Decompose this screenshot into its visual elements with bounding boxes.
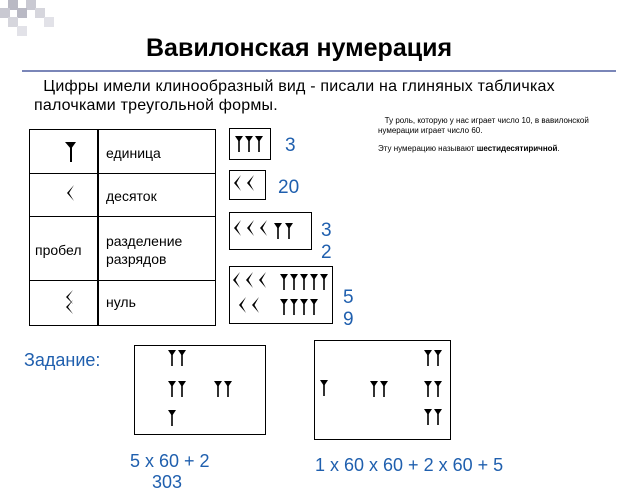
task-equation-2: 1 х 60 х 60 + 2 х 60 + 5 xyxy=(315,455,504,475)
legend-table xyxy=(29,129,216,326)
legend-label-ten: десяток xyxy=(106,188,157,204)
example-box-3 xyxy=(229,128,271,160)
example-box-20 xyxy=(229,170,266,200)
note-line-1: Ту роль, которую у нас играет число 10, в вавилонской нумерации играет число 60. xyxy=(378,116,589,135)
unit-wedge-icon xyxy=(64,142,78,164)
legend-label-zero: нуль xyxy=(106,294,136,310)
intro-text: Цифры имели клинообразный вид - писали на глиняных табличках палочками треугольной формы. xyxy=(34,78,555,114)
task-label: Задание: xyxy=(24,350,101,370)
example-box-59 xyxy=(229,266,333,324)
page-title: Вавилонская нумерация xyxy=(146,34,453,62)
side-note xyxy=(378,116,600,162)
zero-wedge-icon xyxy=(63,290,81,318)
note-line-2: Эту нумерацию называют шестидесятиричной. xyxy=(378,144,560,153)
example-value-59: 5 9 xyxy=(343,287,354,330)
ten-wedge-icon xyxy=(65,185,79,205)
task-equation-1: 5 х 60 + 2 xyxy=(130,451,210,471)
task-equation-1-cutoff: 303 xyxy=(152,472,183,492)
example-value-32: 3 2 xyxy=(321,220,332,263)
task-box-2 xyxy=(314,340,451,440)
example-value-3: 3 xyxy=(285,135,296,156)
decor-squares xyxy=(0,0,60,40)
example-value-20: 20 xyxy=(278,177,300,198)
legend-label-separator: разделение разрядов xyxy=(106,233,183,267)
title-rule xyxy=(22,70,616,72)
legend-label-space: пробел xyxy=(35,242,82,258)
example-box-32 xyxy=(229,212,312,250)
legend-label-unit: единица xyxy=(106,145,161,161)
task-box-1 xyxy=(134,345,266,435)
